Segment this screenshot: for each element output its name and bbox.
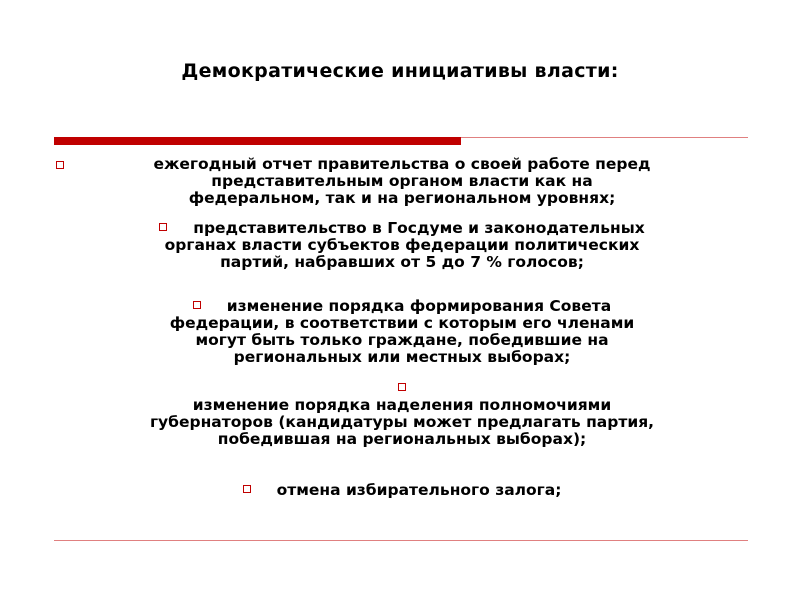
footer-divider — [54, 540, 748, 541]
bullet-square-icon — [159, 223, 167, 231]
bullet-item-duma-representation — [56, 220, 748, 271]
bullet-item-deposit — [56, 482, 748, 499]
title-underline-thin — [461, 137, 748, 138]
bullet-item-federation-council — [56, 298, 748, 366]
bullet-item-line: федерации, в соответствии с которым его членами — [169, 314, 635, 332]
bullet-item-annual-report — [56, 156, 748, 207]
bullet-item-line: федеральном, так и на региональном уровнях; — [188, 189, 616, 207]
bullet-item-line: представительным органом власти как на — [211, 172, 593, 190]
bullet-item-line: представительство в Госдуме и законодательных — [193, 219, 645, 237]
bullet-item-line: победившая на региональных выборах); — [217, 430, 587, 448]
bullet-square-icon — [398, 383, 406, 391]
bullet-item-line: региональных или местных выборах; — [233, 348, 571, 366]
bullet-square-icon — [243, 485, 251, 493]
bullet-item-line: органах власти субъектов федерации политических — [164, 236, 640, 254]
title-underline-thick — [54, 137, 461, 145]
bullet-item-line: губернаторов (кандидатуры может предлагать партия, — [149, 413, 655, 431]
bullet-square-icon — [193, 301, 201, 309]
bullet-item-line: могут быть только граждане, победившие на — [195, 331, 609, 349]
bullet-item-line: партий, набравших от 5 до 7 % голосов; — [220, 253, 584, 271]
bullet-item-line: изменение порядка наделения полномочиями — [192, 396, 612, 414]
bullet-item-governors — [56, 380, 748, 448]
bullet-item-line: изменение порядка формирования Совета — [226, 297, 612, 315]
bullet-item-line: ежегодный отчет правительства о своей работе перед — [153, 155, 651, 173]
slide-title: Демократические инициативы власти: — [181, 60, 619, 82]
bullet-item-line: отмена избирательного залога; — [276, 481, 562, 499]
